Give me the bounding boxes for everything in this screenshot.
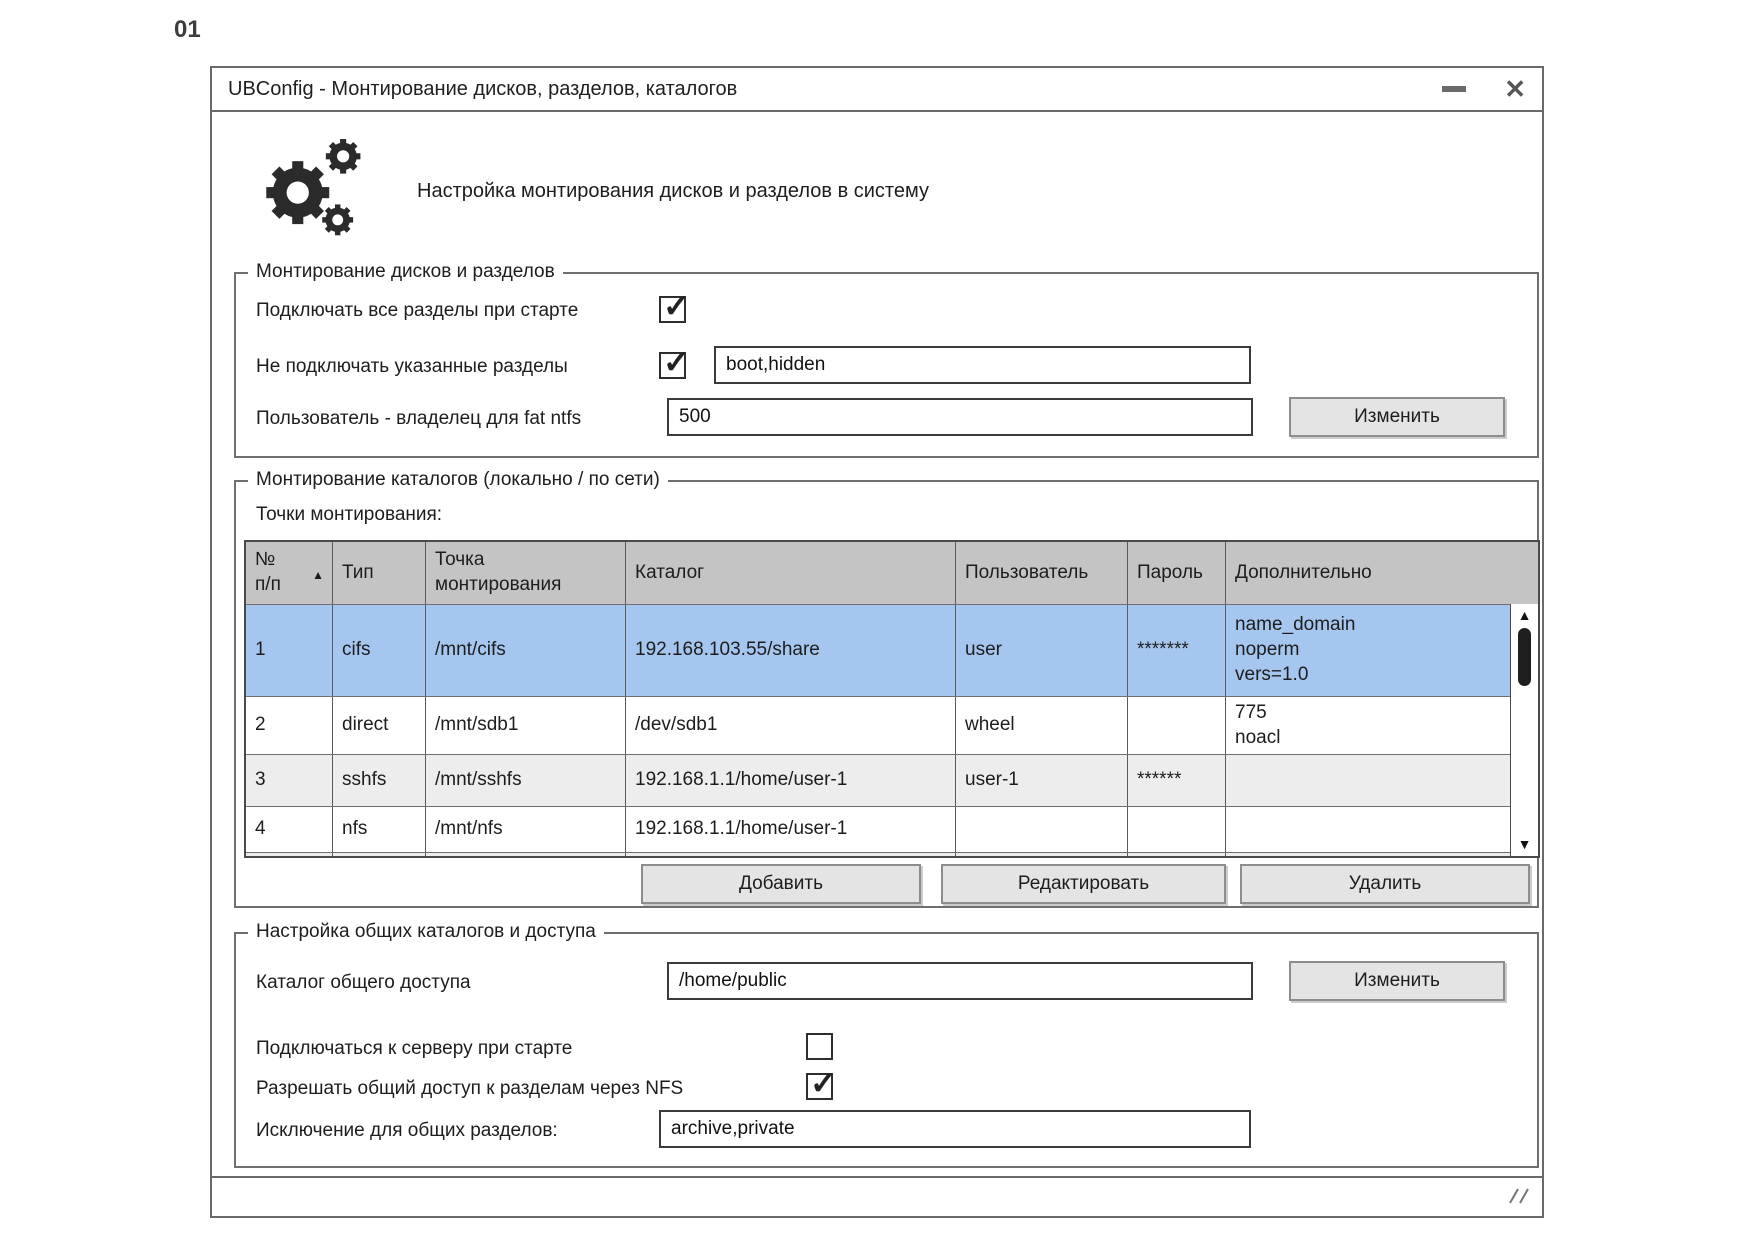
column-header-extra-label: Дополнительно: [1235, 561, 1372, 583]
cell-extra: [1226, 807, 1538, 852]
column-header-point[interactable]: [426, 542, 626, 604]
share-exclusion-input[interactable]: [659, 1110, 1251, 1148]
scrollbar-thumb[interactable]: [1518, 628, 1531, 686]
table-row[interactable]: [246, 604, 1538, 696]
table-row-partial: [246, 852, 1538, 858]
mount-all-checkbox[interactable]: [659, 288, 690, 324]
cell-type: nfs: [333, 807, 426, 852]
extra-line: noacl: [1235, 726, 1281, 748]
extra-line: noperm: [1235, 639, 1300, 661]
group-catalog-mounting: [234, 469, 1539, 908]
cell-password: *******: [1128, 605, 1226, 696]
cell-num: 3: [246, 755, 333, 806]
nfs-share-checkbox[interactable]: [806, 1065, 837, 1101]
cell-user: [956, 807, 1128, 852]
table-header-row: [246, 542, 1538, 604]
minimize-icon[interactable]: [1442, 86, 1466, 92]
cell-point: /mnt/sshfs: [426, 755, 626, 806]
column-header-num[interactable]: [246, 542, 333, 604]
cell-num: 1: [246, 605, 333, 696]
group-shared-access-legend: Настройка общих каталогов и доступа: [248, 921, 604, 943]
group-disk-mounting-legend: Монтирование дисков и разделов: [248, 261, 563, 283]
column-header-num-line1: №: [255, 549, 276, 571]
column-header-extra[interactable]: [1226, 542, 1538, 604]
column-header-num-line2: п/п: [255, 574, 281, 595]
gears-icon: [256, 128, 374, 255]
cell-type: [333, 853, 426, 858]
connect-at-start-label: Подключаться к серверу при старте: [256, 1038, 573, 1059]
add-button[interactable]: Добавить: [641, 864, 921, 904]
share-dir-input[interactable]: [667, 962, 1253, 1000]
close-icon[interactable]: ✕: [1504, 74, 1526, 104]
exclude-partitions-label: Не подключать указанные разделы: [256, 356, 568, 377]
cell-point: /mnt/sdb1: [426, 697, 626, 754]
cell-catalog: 192.168.103.55/share: [626, 605, 956, 696]
cell-point: [426, 853, 626, 858]
page-number-label: 01: [174, 16, 201, 43]
mount-points-table: [244, 540, 1540, 858]
column-header-password[interactable]: [1128, 542, 1226, 604]
cell-catalog: [626, 853, 956, 858]
check-icon: ✓: [663, 344, 690, 380]
extra-line: vers=1.0: [1235, 663, 1309, 685]
cell-extra: [1226, 697, 1538, 754]
cell-point: /mnt/nfs: [426, 807, 626, 852]
check-icon: ✓: [810, 1065, 837, 1101]
cell-catalog: 192.168.1.1/home/user-1: [626, 755, 956, 806]
cell-type: cifs: [333, 605, 426, 696]
cell-user: wheel: [956, 697, 1128, 754]
share-dir-label: Каталог общего доступа: [256, 972, 471, 993]
share-exclusion-label: Исключение для общих разделов:: [256, 1120, 558, 1141]
title-bar: [212, 68, 1542, 112]
table-row[interactable]: [246, 696, 1538, 754]
group-disk-mounting: [234, 261, 1539, 458]
column-header-password-label: Пароль: [1137, 561, 1203, 583]
cell-password: [1128, 697, 1226, 754]
column-header-point-line1: Точка: [435, 549, 485, 571]
cell-user: user-1: [956, 755, 1128, 806]
column-header-point-line2: монтирования: [435, 574, 562, 595]
cell-point: /mnt/cifs: [426, 605, 626, 696]
cell-extra: [1226, 605, 1538, 696]
column-header-catalog-label: Каталог: [635, 561, 705, 583]
check-icon: ✓: [663, 288, 690, 324]
extra-line: 775: [1235, 701, 1267, 723]
window-controls: [1442, 76, 1526, 102]
cell-password: [1128, 853, 1226, 858]
cell-type: sshfs: [333, 755, 426, 806]
scroll-down-icon[interactable]: ▼: [1517, 836, 1532, 852]
column-header-type-label: Тип: [342, 561, 374, 583]
cell-num: 2: [246, 697, 333, 754]
table-scrollbar[interactable]: [1510, 604, 1538, 856]
group-catalog-mounting-legend: Монтирование каталогов (локально / по сети): [248, 469, 668, 491]
change-share-dir-button[interactable]: Изменить: [1289, 961, 1505, 1001]
cell-catalog: /dev/sdb1: [626, 697, 956, 754]
extra-line: name_domain: [1235, 614, 1356, 636]
group-shared-access: [234, 921, 1539, 1168]
fat-ntfs-owner-input[interactable]: [667, 398, 1253, 436]
delete-button[interactable]: Удалить: [1240, 864, 1530, 904]
cell-user: user: [956, 605, 1128, 696]
mount-points-label: Точки монтирования:: [256, 504, 443, 525]
cell-password: [1128, 807, 1226, 852]
exclude-partitions-input[interactable]: [714, 346, 1251, 384]
resize-grip-icon[interactable]: [1508, 1185, 1532, 1210]
scroll-up-icon[interactable]: ▲: [1517, 607, 1532, 623]
table-row[interactable]: [246, 754, 1538, 806]
cell-num: 4: [246, 807, 333, 852]
app-subtitle: Настройка монтирования дисков и разделов в систему: [417, 180, 929, 202]
cell-extra: [1226, 853, 1538, 858]
cell-password: ******: [1128, 755, 1226, 806]
nfs-share-label: Разрешать общий доступ к разделам через NFS: [256, 1078, 684, 1099]
cell-num: [246, 853, 333, 858]
exclude-partitions-checkbox[interactable]: [659, 344, 690, 380]
sort-asc-icon: ▲: [312, 568, 324, 582]
status-bar: [212, 1176, 1542, 1216]
connect-at-start-checkbox[interactable]: [806, 1033, 833, 1060]
column-header-catalog[interactable]: [626, 542, 956, 604]
window-title: UBConfig - Монтирование дисков, разделов, каталогов: [228, 77, 738, 100]
table-row[interactable]: [246, 806, 1538, 852]
cell-type: direct: [333, 697, 426, 754]
fat-ntfs-owner-label: Пользователь - владелец для fat ntfs: [256, 408, 582, 429]
ubconfig-window: [210, 66, 1544, 1218]
column-header-type[interactable]: [333, 542, 426, 604]
edit-button[interactable]: Редактировать: [941, 864, 1226, 904]
cell-catalog: 192.168.1.1/home/user-1: [626, 807, 956, 852]
cell-extra: [1226, 755, 1538, 806]
change-owner-button[interactable]: Изменить: [1289, 397, 1505, 437]
column-header-user[interactable]: [956, 542, 1128, 604]
cell-user: [956, 853, 1128, 858]
mount-all-label: Подключать все разделы при старте: [256, 300, 579, 321]
column-header-user-label: Пользователь: [965, 561, 1089, 583]
